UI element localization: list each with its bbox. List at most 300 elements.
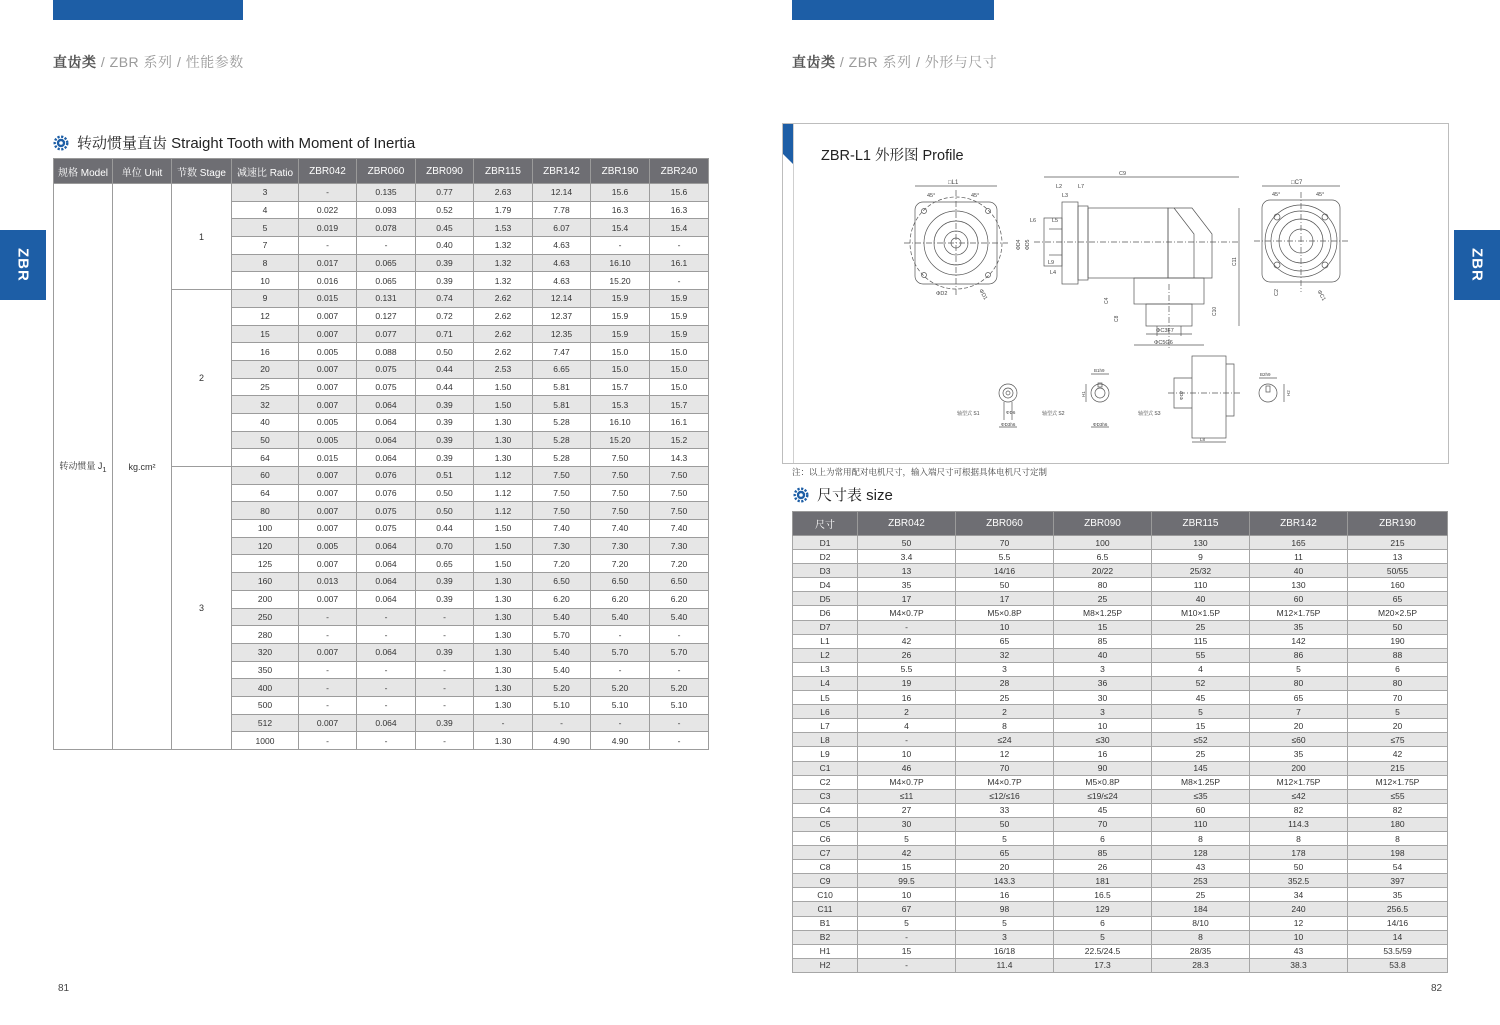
table-cell: 25 (1152, 747, 1250, 761)
table-cell: 184 (1152, 902, 1250, 916)
shaft-s3-drawing (1138, 356, 1242, 442)
table-cell: 7.20 (650, 555, 709, 573)
table-row (793, 662, 1448, 676)
label: C11 (1232, 257, 1238, 266)
table-cell: 15.9 (650, 307, 709, 325)
table-cell: 80 (1250, 676, 1348, 690)
table-cell: 27 (858, 803, 956, 817)
table-cell: - (416, 626, 474, 644)
table-cell: M20×2.5P (1348, 606, 1448, 620)
label: ΦD3h6 (1001, 422, 1016, 427)
table-cell: 19 (858, 676, 956, 690)
table-cell: 15.6 (591, 184, 650, 202)
column-header: ZBR042 (299, 159, 357, 184)
table-cell: 0.064 (357, 573, 416, 591)
table-cell: 15.20 (591, 431, 650, 449)
table-cell: L9 (793, 747, 858, 761)
table-cell: 5.20 (650, 679, 709, 697)
table-row (793, 536, 1448, 550)
table-cell: 1.30 (474, 626, 533, 644)
table-cell: 215 (1348, 761, 1448, 775)
breadcrumb-series: ZBR 系列 (109, 54, 173, 70)
table-cell: 7.50 (591, 467, 650, 485)
table-cell: 11.4 (956, 958, 1054, 972)
table-cell: 10 (1054, 719, 1152, 733)
table-cell: 50/55 (1348, 564, 1448, 578)
table-cell: 142 (1250, 634, 1348, 648)
table-cell: 145 (1152, 761, 1250, 775)
breadcrumb-sep: / (96, 54, 110, 70)
column-header: ZBR060 (357, 159, 416, 184)
table-cell: 64 (232, 449, 299, 467)
table-cell: B2 (793, 930, 858, 944)
table-cell: C5 (793, 817, 858, 831)
table-cell: 0.064 (357, 714, 416, 732)
table-cell: 40 (1250, 564, 1348, 578)
table-cell: M5×0.8P (956, 606, 1054, 620)
stage-cell: 2 (172, 290, 232, 467)
table-row (793, 578, 1448, 592)
table-cell: - (591, 661, 650, 679)
frame-accent (783, 124, 793, 164)
table-cell: C10 (793, 888, 858, 902)
table-cell: 5.81 (533, 378, 591, 396)
table-cell: 5.28 (533, 413, 591, 431)
inertia-table (53, 158, 709, 750)
breadcrumb-sep: / (835, 54, 849, 70)
table-cell: D7 (793, 620, 858, 634)
table-cell: 50 (232, 431, 299, 449)
table-cell: 0.65 (416, 555, 474, 573)
table-cell: 7.40 (650, 520, 709, 538)
table-cell: 5.10 (533, 696, 591, 714)
table-cell: 26 (858, 648, 956, 662)
table-cell: 198 (1348, 846, 1448, 860)
inertia-title-text: 转动惯量直齿 Straight Tooth with Moment of Inertia (77, 135, 416, 152)
breadcrumb-section: 性能参数 (185, 54, 244, 70)
table-cell: 5 (1250, 662, 1348, 676)
table-row (793, 564, 1448, 578)
label: C9 (1119, 171, 1127, 177)
breadcrumb-series: ZBR 系列 (848, 54, 912, 70)
table-cell: 1.30 (474, 732, 533, 750)
size-section-title (793, 484, 893, 505)
table-cell: 1.50 (474, 520, 533, 538)
table-cell: 397 (1348, 874, 1448, 888)
table-cell: 0.015 (299, 290, 357, 308)
table-cell: 16 (956, 888, 1054, 902)
table-cell: ≤11 (858, 789, 956, 803)
right-breadcrumb (792, 52, 997, 72)
column-header: ZBR142 (533, 159, 591, 184)
table-cell: 200 (232, 590, 299, 608)
table-cell: 160 (1348, 578, 1448, 592)
table-cell: 4 (1152, 662, 1250, 676)
table-cell: - (299, 661, 357, 679)
table-cell: 5 (1348, 705, 1448, 719)
table-cell: 20 (232, 360, 299, 378)
table-cell: 5 (858, 831, 956, 845)
table-cell: 0.064 (357, 413, 416, 431)
label: C8 (1114, 315, 1120, 322)
table-cell: 7.50 (591, 484, 650, 502)
table-cell: M12×1.75P (1250, 606, 1348, 620)
table-cell: 7.50 (533, 467, 591, 485)
table-cell: 15.0 (650, 360, 709, 378)
table-cell: 15 (1152, 719, 1250, 733)
table-cell: 20 (1250, 719, 1348, 733)
stage-cell: 3 (172, 467, 232, 750)
table-cell: 8/10 (1152, 916, 1250, 930)
table-cell: 10 (858, 888, 956, 902)
table-cell: - (357, 608, 416, 626)
table-cell: 1.30 (474, 643, 533, 661)
table-cell: 15.20 (591, 272, 650, 290)
table-cell: 98 (956, 902, 1054, 916)
table-row (793, 775, 1448, 789)
table-cell: M4×0.7P (956, 775, 1054, 789)
table-cell: - (650, 626, 709, 644)
table-cell: 82 (1348, 803, 1448, 817)
table-cell: 100 (232, 520, 299, 538)
table-cell: 0.39 (416, 590, 474, 608)
table-row (793, 846, 1448, 860)
table-cell: 7.50 (591, 502, 650, 520)
table-cell: 50 (1250, 860, 1348, 874)
table-cell: 15 (232, 325, 299, 343)
table-cell: 7.30 (591, 537, 650, 555)
table-cell: 40 (1054, 648, 1152, 662)
table-cell: H2 (793, 958, 858, 972)
table-cell: 12 (1250, 916, 1348, 930)
table-cell: 25 (1152, 888, 1250, 902)
table-cell: M4×0.7P (858, 775, 956, 789)
table-cell: - (299, 679, 357, 697)
table-cell: 8 (956, 719, 1054, 733)
table-cell: 65 (1348, 592, 1448, 606)
table-cell: 0.064 (357, 537, 416, 555)
size-table (792, 511, 1448, 973)
table-cell: 14/16 (1348, 916, 1448, 930)
table-cell: 0.065 (357, 272, 416, 290)
label: ΦD1 (977, 288, 989, 302)
table-cell: L7 (793, 719, 858, 733)
label: ΦD7 (1179, 390, 1184, 400)
table-cell: ≤75 (1348, 733, 1448, 747)
table-cell: 0.016 (299, 272, 357, 290)
table-cell: 320 (232, 643, 299, 661)
label: L6 (1030, 218, 1037, 224)
table-cell: 38.3 (1250, 958, 1348, 972)
label: □L1 (948, 180, 959, 186)
table-cell: M12×1.75P (1250, 775, 1348, 789)
table-cell: - (299, 237, 357, 255)
gear-icon (793, 487, 809, 503)
table-cell: 7.50 (591, 449, 650, 467)
table-cell: 1.79 (474, 201, 533, 219)
table-cell: 60 (232, 467, 299, 485)
column-header: 规格 Model (54, 159, 113, 184)
table-cell: 45 (1054, 803, 1152, 817)
table-cell: 10 (1250, 930, 1348, 944)
size-title-text: 尺寸表 size (817, 487, 893, 504)
breadcrumb-sep: / (911, 54, 925, 70)
label: ΦD6 (1006, 410, 1016, 415)
table-cell: 30 (1054, 691, 1152, 705)
table-cell: 6 (1348, 662, 1448, 676)
table-cell: - (416, 696, 474, 714)
table-cell: 0.007 (299, 467, 357, 485)
unit-cell: kg.cm² (113, 184, 172, 750)
table-cell: - (357, 237, 416, 255)
left-top-bar (53, 0, 243, 20)
side-tab-label: ZBR (14, 248, 32, 282)
table-cell: 0.39 (416, 254, 474, 272)
table-cell: - (299, 732, 357, 750)
side-tab-label: ZBR (1468, 248, 1486, 282)
table-cell: 5.5 (858, 662, 956, 676)
breadcrumb-category: 直齿类 (53, 54, 97, 70)
table-cell: 0.075 (357, 502, 416, 520)
shaft-s1-drawing (957, 384, 1017, 427)
table-cell: D6 (793, 606, 858, 620)
table-cell: 180 (1348, 817, 1448, 831)
table-cell: 12 (232, 307, 299, 325)
table-row (793, 648, 1448, 662)
table-cell: 5 (956, 916, 1054, 930)
table-cell: 28/35 (1152, 944, 1250, 958)
table-cell: 0.075 (357, 378, 416, 396)
left-breadcrumb (53, 52, 244, 72)
table-cell: 16 (232, 343, 299, 361)
table-cell: 4.63 (533, 272, 591, 290)
table-cell: 10 (858, 747, 956, 761)
column-header: ZBR060 (956, 512, 1054, 536)
column-header: 单位 Unit (113, 159, 172, 184)
table-cell: 7.30 (650, 537, 709, 555)
shaft-key-drawing (1259, 372, 1291, 402)
table-cell: 1.30 (474, 590, 533, 608)
table-cell: 5.28 (533, 431, 591, 449)
table-cell: 54 (1348, 860, 1448, 874)
table-cell: 16.1 (650, 413, 709, 431)
table-cell: 1.30 (474, 431, 533, 449)
table-cell: 5.40 (533, 661, 591, 679)
table-cell: 4.90 (533, 732, 591, 750)
table-row (793, 803, 1448, 817)
table-cell: ≤60 (1250, 733, 1348, 747)
table-cell: 0.076 (357, 467, 416, 485)
table-cell: 7.50 (533, 484, 591, 502)
table-cell: 50 (956, 578, 1054, 592)
table-cell: 2.62 (474, 325, 533, 343)
table-cell: 5.20 (533, 679, 591, 697)
table-row (793, 705, 1448, 719)
table-cell: 0.50 (416, 343, 474, 361)
table-cell: 7.30 (533, 537, 591, 555)
table-cell: 0.39 (416, 431, 474, 449)
table-row (793, 761, 1448, 775)
breadcrumb-category: 直齿类 (792, 54, 836, 70)
table-cell: 60 (1152, 803, 1250, 817)
table-cell: 16.3 (591, 201, 650, 219)
label: ΦC1 (1315, 289, 1327, 303)
table-cell: 7.50 (650, 502, 709, 520)
table-cell: C9 (793, 874, 858, 888)
table-cell: 0.078 (357, 219, 416, 237)
table-cell: 8 (1348, 831, 1448, 845)
table-cell: 0.007 (299, 484, 357, 502)
table-cell: 1.50 (474, 537, 533, 555)
table-cell: 5.20 (591, 679, 650, 697)
table-cell: 0.50 (416, 484, 474, 502)
table-cell: - (533, 714, 591, 732)
table-cell: ≤42 (1250, 789, 1348, 803)
table-cell: C11 (793, 902, 858, 916)
table-cell: 33 (956, 803, 1054, 817)
table-cell: 0.39 (416, 573, 474, 591)
table-cell: 160 (232, 573, 299, 591)
table-cell: M5×0.8P (1054, 775, 1152, 789)
table-cell: 0.022 (299, 201, 357, 219)
table-cell: 5.40 (591, 608, 650, 626)
label: L8 (1200, 437, 1206, 442)
table-cell: 1.50 (474, 378, 533, 396)
table-cell: D1 (793, 536, 858, 550)
table-cell: 6.07 (533, 219, 591, 237)
table-cell: 15.2 (650, 431, 709, 449)
label: 45° (927, 193, 936, 199)
table-cell: 65 (1250, 691, 1348, 705)
table-cell: 1.12 (474, 502, 533, 520)
table-cell: B1 (793, 916, 858, 930)
table-cell: 1.30 (474, 679, 533, 697)
table-cell: ≤55 (1348, 789, 1448, 803)
table-cell: 9 (1152, 550, 1250, 564)
table-cell: 0.39 (416, 449, 474, 467)
table-cell: 11 (1250, 550, 1348, 564)
table-row (793, 747, 1448, 761)
table-cell: 0.71 (416, 325, 474, 343)
table-cell: 4.63 (533, 237, 591, 255)
table-cell: 0.39 (416, 643, 474, 661)
table-cell: 82 (1250, 803, 1348, 817)
table-cell: 40 (232, 413, 299, 431)
table-cell: 1.50 (474, 396, 533, 414)
table-cell: - (650, 714, 709, 732)
table-cell: 240 (1250, 902, 1348, 916)
table-cell: 400 (232, 679, 299, 697)
shaft-s2-drawing (1042, 368, 1109, 427)
table-cell: 25/32 (1152, 564, 1250, 578)
table-cell: 2.62 (474, 290, 533, 308)
table-cell: 3 (956, 930, 1054, 944)
table-row (793, 888, 1448, 902)
table-cell: 65 (956, 846, 1054, 860)
table-cell: 3 (232, 184, 299, 202)
table-cell: - (416, 608, 474, 626)
table-cell: 0.007 (299, 325, 357, 343)
table-cell: 16.1 (650, 254, 709, 272)
table-cell: 1.12 (474, 484, 533, 502)
table-cell: 15.9 (591, 290, 650, 308)
table-cell: 0.127 (357, 307, 416, 325)
table-cell: 0.44 (416, 360, 474, 378)
table-cell: 110 (1152, 817, 1250, 831)
table-cell: 88 (1348, 648, 1448, 662)
table-cell: 0.017 (299, 254, 357, 272)
table-cell: 7.78 (533, 201, 591, 219)
table-cell: 0.077 (357, 325, 416, 343)
table-cell: 1.32 (474, 237, 533, 255)
table-cell: 85 (1054, 846, 1152, 860)
table-cell: 0.065 (357, 254, 416, 272)
label: ΦD2 (936, 291, 948, 297)
table-cell: C2 (793, 775, 858, 789)
table-cell: 50 (1348, 620, 1448, 634)
table-cell: L6 (793, 705, 858, 719)
label: □C7 (1291, 180, 1303, 186)
table-cell: - (357, 732, 416, 750)
shaft-s3-label: 轴型式 S3 (1138, 411, 1161, 417)
table-row (54, 184, 709, 202)
table-cell: 99.5 (858, 874, 956, 888)
table-cell: 128 (1152, 846, 1250, 860)
table-cell: 70 (1348, 691, 1448, 705)
table-cell: 5.40 (533, 608, 591, 626)
table-cell: 5 (1054, 930, 1152, 944)
table-cell: L4 (793, 676, 858, 690)
model-label: 转动惯量 J (59, 461, 103, 472)
table-cell: 86 (1250, 648, 1348, 662)
table-cell: 0.076 (357, 484, 416, 502)
table-cell: L8 (793, 733, 858, 747)
table-cell: 1.30 (474, 696, 533, 714)
table-cell: H1 (793, 944, 858, 958)
table-cell: 0.007 (299, 590, 357, 608)
table-cell: 67 (858, 902, 956, 916)
table-cell: ≤30 (1054, 733, 1152, 747)
table-cell: 2.62 (474, 343, 533, 361)
table-cell: 0.007 (299, 555, 357, 573)
table-cell: 7 (232, 237, 299, 255)
table-cell: 4 (858, 719, 956, 733)
table-cell: 9 (232, 290, 299, 308)
table-cell: 250 (232, 608, 299, 626)
table-cell: 16.3 (650, 201, 709, 219)
label: ΦD5 (1025, 239, 1031, 250)
table-cell: 14/16 (956, 564, 1054, 578)
table-cell: - (591, 626, 650, 644)
column-header: 减速比 Ratio (232, 159, 299, 184)
label: L9 (1048, 260, 1055, 266)
shaft-s2-label: 轴型式 S2 (1042, 411, 1065, 417)
table-cell: - (416, 661, 474, 679)
table-cell: 130 (1152, 536, 1250, 550)
left-page-number: 81 (58, 983, 70, 994)
label: 45° (971, 193, 980, 199)
table-cell: 12.14 (533, 184, 591, 202)
table-cell: 7.20 (533, 555, 591, 573)
table-row (793, 860, 1448, 874)
label: 45° (1272, 192, 1281, 198)
right-top-bar (792, 0, 994, 20)
table-cell: 7.50 (650, 467, 709, 485)
table-cell: 8 (1152, 831, 1250, 845)
table-cell: 2 (956, 705, 1054, 719)
table-cell: C4 (793, 803, 858, 817)
model-subscript: 1 (102, 464, 107, 474)
